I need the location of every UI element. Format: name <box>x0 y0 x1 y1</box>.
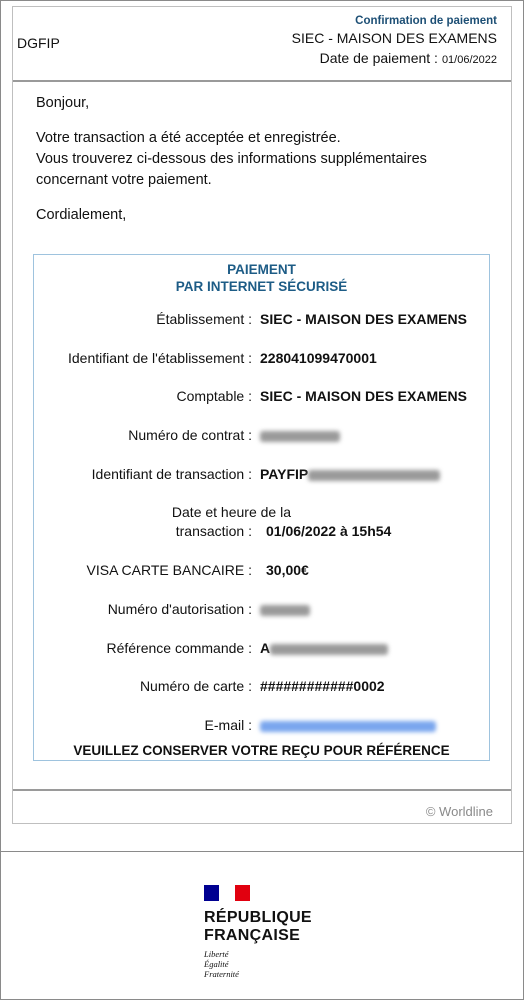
republique-francaise-logo <box>204 885 312 979</box>
message-body <box>36 93 466 240</box>
datetime-label-line2: transaction : <box>175 523 252 539</box>
footer-divider <box>13 789 511 791</box>
datetime-label-line1: Date et heure de la <box>171 504 291 520</box>
establishment-label: Établissement : <box>156 311 252 327</box>
republique-line1: RÉPUBLIQUE <box>204 909 312 926</box>
flag-stripe-blue <box>204 885 219 901</box>
republique-motto <box>204 949 312 979</box>
establishment-id-label: Identifiant de l'établissement : <box>67 350 252 366</box>
redacted-blur <box>260 721 436 732</box>
email-value <box>260 717 436 733</box>
amount-label: VISA CARTE BANCAIRE : <box>86 562 252 578</box>
redacted-blur <box>270 644 388 655</box>
datetime-value: 01/06/2022 à 15h54 <box>266 523 392 539</box>
payment-box-title <box>34 261 489 295</box>
transaction-id-prefix: PAYFIP <box>260 466 309 482</box>
flag-stripe-white <box>219 885 234 901</box>
transaction-id-value <box>260 466 440 482</box>
section-divider <box>1 851 523 852</box>
closing: Cordialement, <box>36 207 127 223</box>
card-number-label: Numéro de carte : <box>139 678 252 694</box>
flag-stripe-red <box>235 885 250 901</box>
organization-name: SIEC - MAISON DES EXAMENS <box>291 30 497 46</box>
amount-value: 30,00€ <box>266 562 309 578</box>
republique-text <box>204 909 312 945</box>
order-reference-value <box>260 640 388 656</box>
accountant-label: Comptable : <box>176 388 252 404</box>
payment-date-value: 01/06/2022 <box>441 54 497 66</box>
order-reference-prefix: A <box>260 640 271 656</box>
payment-date <box>292 50 497 66</box>
establishment-id-value: 228041099470001 <box>260 350 377 366</box>
keep-receipt-notice: VEUILLEZ CONSERVER VOTRE REÇU POUR RÉFÉRENCE <box>73 743 450 758</box>
redacted-blur <box>260 605 310 616</box>
redacted-blur <box>260 431 340 442</box>
motto-liberte: Liberté <box>204 949 229 959</box>
transaction-id-label: Identifiant de transaction : <box>91 466 252 482</box>
receipt-card <box>12 6 512 824</box>
message-line-1: Votre transaction a été acceptée et enregistrée. <box>36 130 341 146</box>
card-number-value: ############0002 <box>260 678 385 694</box>
email-label: E-mail : <box>204 717 252 733</box>
worldline-credit: © Worldline <box>425 804 493 819</box>
payment-title-line2: PAR INTERNET SÉCURISÉ <box>175 279 348 294</box>
redacted-blur <box>308 470 440 481</box>
contract-number-value <box>260 427 340 443</box>
confirmation-title: Confirmation de paiement <box>355 15 497 27</box>
authorization-label: Numéro d'autorisation : <box>107 601 252 617</box>
order-reference-label: Référence commande : <box>106 640 252 656</box>
motto-fraternite: Fraternité <box>204 969 239 979</box>
payment-date-label: Date de paiement : <box>319 50 438 66</box>
header-divider <box>13 80 511 82</box>
republique-line2: FRANÇAISE <box>204 927 301 944</box>
payment-details-box <box>33 254 490 761</box>
contract-number-label: Numéro de contrat : <box>128 427 252 443</box>
authorization-value <box>260 601 310 617</box>
message-line-2: Vous trouverez ci-dessous des informations supplémentaires concernant votre paiement. <box>36 151 427 188</box>
french-flag-icon <box>204 885 250 901</box>
motto-egalite: Égalité <box>204 959 229 969</box>
establishment-value: SIEC - MAISON DES EXAMENS <box>260 311 467 327</box>
payment-title-line1: PAIEMENT <box>227 262 296 277</box>
receipt-header <box>292 15 497 66</box>
dgfip-label: DGFIP <box>17 35 60 51</box>
greeting: Bonjour, <box>36 95 90 111</box>
accountant-value: SIEC - MAISON DES EXAMENS <box>260 388 467 404</box>
